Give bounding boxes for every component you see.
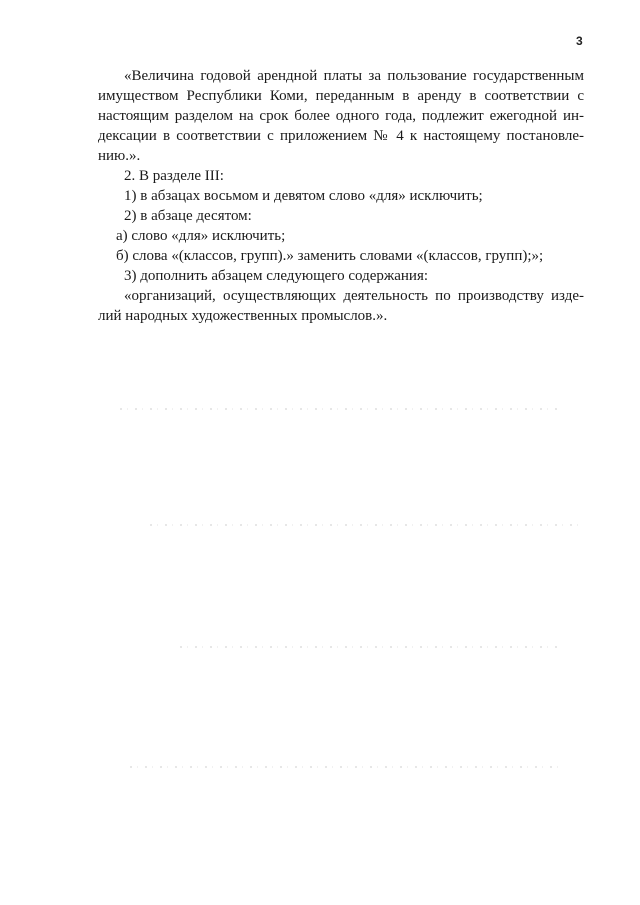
- text-line: дексации в соответствии с приложением № 4 к настоящему постановле-: [98, 128, 584, 144]
- item-2-heading: [116, 166, 584, 186]
- subitem-2a: [116, 226, 584, 246]
- scan-noise: [130, 766, 560, 768]
- subitem-1: [116, 186, 584, 206]
- text-line: «Величина годовой арендной платы за пользование государственным: [124, 68, 584, 84]
- text-line: 1) в абзацах восьмом и девятом слово «для» исключить;: [124, 188, 483, 204]
- scan-noise: [150, 524, 580, 526]
- subitem-2b: [116, 246, 584, 266]
- text-line: лий народных художественных промыслов.».: [98, 308, 388, 324]
- text-line: а) слово «для» исключить;: [116, 228, 286, 244]
- scan-noise: [120, 408, 560, 410]
- text-line: 2) в абзаце десятом:: [124, 208, 252, 224]
- text-line: 3) дополнить абзацем следующего содержания:: [124, 268, 429, 284]
- scan-noise: [180, 646, 560, 648]
- text-line: б) слова «(классов, групп).» заменить словами «(классов, групп);»;: [116, 248, 544, 264]
- paragraph-rent-indexation: [98, 66, 584, 166]
- text-line: 2. В разделе III:: [124, 168, 224, 184]
- paragraph-new-abzac: [98, 286, 584, 326]
- page-number: 3: [576, 34, 583, 48]
- subitem-3: [116, 266, 584, 286]
- text-line: нию.».: [98, 148, 141, 164]
- text-line: «организаций, осуществляющих деятельность по производству изде-: [124, 288, 584, 304]
- document-body: [98, 66, 584, 326]
- subitem-2: [116, 206, 584, 226]
- text-line: настоящим разделом на срок более одного года, подлежит ежегодной ин-: [98, 108, 584, 124]
- text-line: имуществом Республики Коми, переданным в аренду в соответствии с: [98, 88, 584, 104]
